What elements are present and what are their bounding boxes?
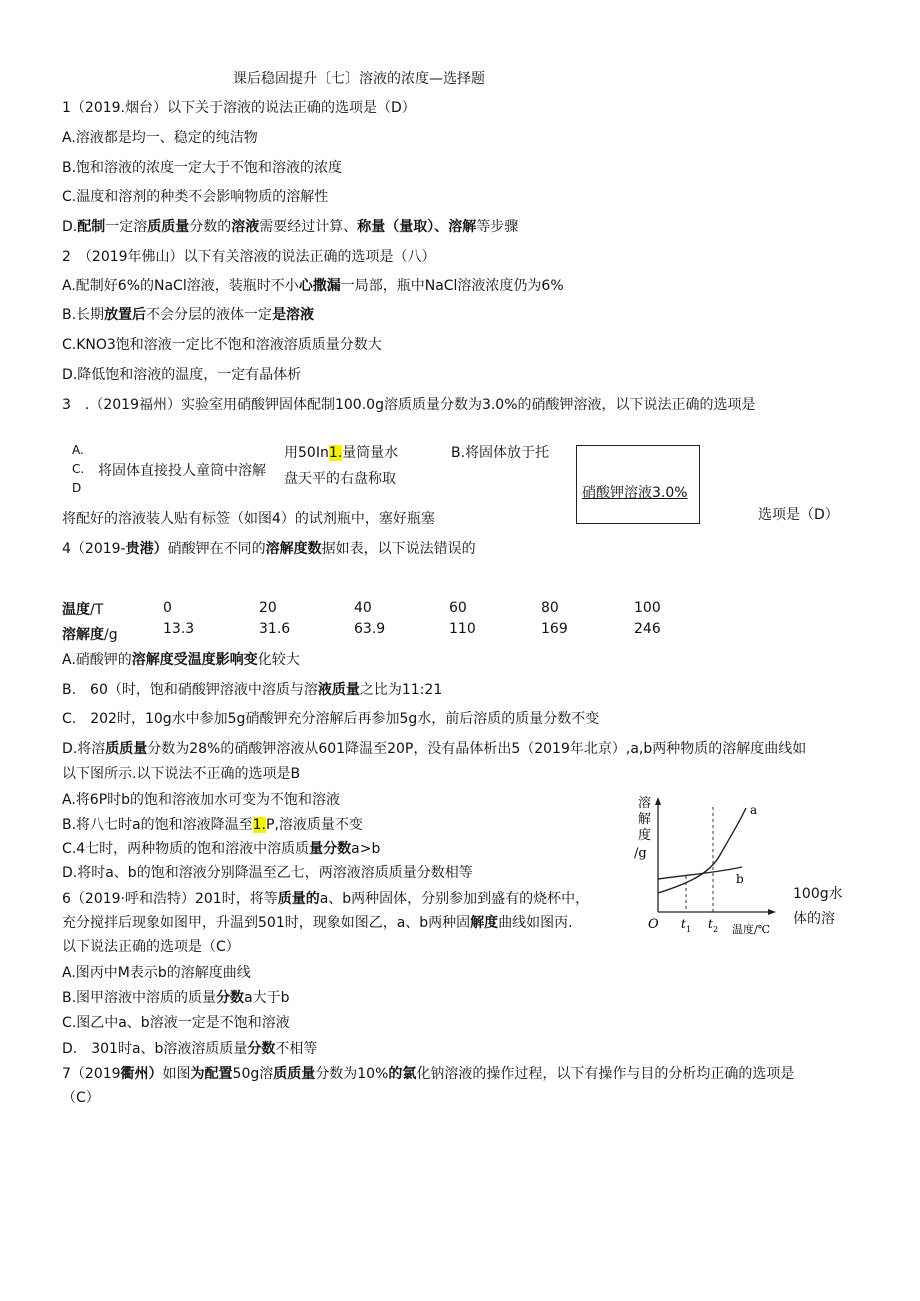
q6-option-d: D. 301时a、b溶液溶质质量分数不相等 <box>62 1041 318 1057</box>
q3-col2-line2: 盘天平的右盘称取 <box>284 471 396 487</box>
table-cell: 20 <box>259 600 277 616</box>
q5-option-c: C.4七时，两种物质的饱和溶液中溶质质量分数a>b <box>62 841 381 857</box>
table-row-label-temp: 温度/T <box>62 602 104 618</box>
q2-option-c: C.KNO3饱和溶液一定比不饱和溶液溶质质量分数大 <box>62 337 382 353</box>
graph-ylabel: 溶 <box>638 796 652 811</box>
table-row-label-sol: 溶解度/g <box>62 627 118 643</box>
graph-t2-sub: 2 <box>713 925 719 934</box>
q1-stem: 1（2019.烟台）以下关于溶液的说法正确的选项是（D） <box>62 100 416 116</box>
q4-stem: 4（2019-贵港）硝酸钾在不同的溶解度数据如表，以下说法错误的 <box>62 541 476 557</box>
q4-option-a: A.硝酸钾的溶解度受温度影响变化较大 <box>62 652 300 668</box>
q5-option-b: B.将八七时a的饱和溶液降温至1.P,溶液质量不变 <box>62 817 363 833</box>
table-cell: 31.6 <box>259 621 291 637</box>
graph-ylabel: 解 <box>638 812 652 827</box>
graph-x-arrow <box>768 909 776 915</box>
q1-option-d: D.配制一定溶质质量分数的溶液需要经过计算、称量（量取）、溶解等步骤 <box>62 219 519 235</box>
curve-b <box>658 867 742 879</box>
graph-y-arrow <box>655 797 661 805</box>
reagent-label-box <box>576 445 700 524</box>
q4-option-d-cont: 以下图所示.以下说法不正确的选项是B <box>62 766 301 782</box>
q2-option-a: A.配制好6%的NaCl溶液，装瓶时不小心撒漏一局部，瓶中NaCl溶液浓度仍为6% <box>62 278 564 294</box>
reagent-label-text: 硝酸钾溶液3.0% <box>582 485 688 501</box>
page-title: 课后稳固提升〔七〕溶液的浓度—选择题 <box>233 71 485 87</box>
table-cell: 0 <box>163 600 172 616</box>
graph-t1-sub: 1 <box>686 925 692 934</box>
graph-xlabel: 温度/℃ <box>732 923 771 936</box>
q6-option-c: C.图乙中a、b溶液一定是不饱和溶液 <box>62 1015 290 1031</box>
q6-side-text-2: 体的溶 <box>793 911 835 927</box>
graph-t2-label: t <box>708 917 713 931</box>
graph-origin: O <box>648 917 659 932</box>
q3-option-c: C. <box>72 462 85 476</box>
q3-option-b: B.将固体放于托 <box>451 445 550 461</box>
q5-option-a: A.将6P时b的饱和溶液加水可变为不饱和溶液 <box>62 792 341 808</box>
graph-ylabel: 度 <box>638 828 652 843</box>
q3-line4: 将配好的溶液装人贴有标签（如图4）的试剂瓶中，塞好瓶塞 <box>62 511 435 527</box>
q1-option-c: C.温度和溶剂的种类不会影响物质的溶解性 <box>62 189 329 205</box>
q3-stem: 3 .（2019福州）实验室用硝酸钾固体配制100.0g溶质质量分数为3.0%的硝酸钾溶液，以下说法正确的选项是 <box>62 397 756 413</box>
graph-ylabel: /g <box>634 846 647 861</box>
table-cell: 60 <box>449 600 467 616</box>
q4-option-d: D.将溶质质量分数为28%的硝酸钾溶液从601降温至20P，没有晶体析出5（2019年北京）,a,b两种物质的溶解度曲线如 <box>62 741 807 757</box>
q6-line3: 以下说法正确的选项是（C） <box>62 939 240 955</box>
q6-option-a: A.图丙中M表示b的溶解度曲线 <box>62 965 251 981</box>
table-cell: 63.9 <box>354 621 386 637</box>
curve-b-label: b <box>736 872 744 886</box>
q1-option-b: B.饱和溶液的浓度一定大于不饱和溶液的浓度 <box>62 160 343 176</box>
table-cell: 246 <box>634 621 661 637</box>
q2-option-b: B.长期放置后不会分层的液体一定是溶液 <box>62 307 315 323</box>
q6-option-b: B.图甲溶液中溶质的质量分数a大于b <box>62 990 290 1006</box>
q1-option-a: A.溶液都是均一、稳定的纯洁物 <box>62 130 258 146</box>
q4-option-c: C. 202时，10g水中参加5g硝酸钾充分溶解后再参加5g水，前后溶质的质量分数不变 <box>62 711 600 727</box>
q6-stem: 6（2019·呼和浩特）201时，将等质量的a、b两种固体，分别参加到盛有的烧杯中， <box>62 891 590 907</box>
curve-a <box>658 808 746 893</box>
table-cell: 80 <box>541 600 559 616</box>
table-cell: 100 <box>634 600 661 616</box>
table-cell: 13.3 <box>163 621 195 637</box>
curve-a-label: a <box>750 803 758 817</box>
q3-col2-line1: 用50In1.量筒量水 <box>284 445 399 461</box>
q6-line2: 充分搅拌后现象如图甲，升温到501时，现象如图乙，a、b两种固解度曲线如图丙. <box>62 915 573 931</box>
q7-answer: （C） <box>62 1090 100 1106</box>
q3-answer: 选项是（D） <box>758 507 839 523</box>
solubility-graph <box>630 785 790 945</box>
table-cell: 40 <box>354 600 372 616</box>
q4-option-b: B. 60（时，饱和硝酸钾溶液中溶质与溶液质量之比为11:21 <box>62 682 443 698</box>
q2-option-d: D.降低饱和溶液的温度，一定有晶体析 <box>62 367 302 383</box>
q7-stem: 7（2019衢州）如图为配置50g溶质质量分数为10%的氯化钠溶液的操作过程，以下有操作与目的分析均正确的选项是 <box>62 1066 795 1082</box>
table-cell: 169 <box>541 621 568 637</box>
q3-option-d: D <box>72 481 82 495</box>
graph-t1-label: t <box>681 917 686 931</box>
q3-option-a: A. <box>72 443 84 457</box>
table-cell: 110 <box>449 621 476 637</box>
q3-col1-text: 将固体直接投人童筒中溶解 <box>98 463 266 479</box>
q2-stem: 2 （2019年佛山）以下有关溶液的说法正确的选项是（八） <box>62 249 436 265</box>
q6-side-text-1: 100g水 <box>793 886 843 902</box>
q5-option-d: D.将时a、b的饱和溶液分别降温至乙七，两溶液溶质质量分数相等 <box>62 865 473 881</box>
